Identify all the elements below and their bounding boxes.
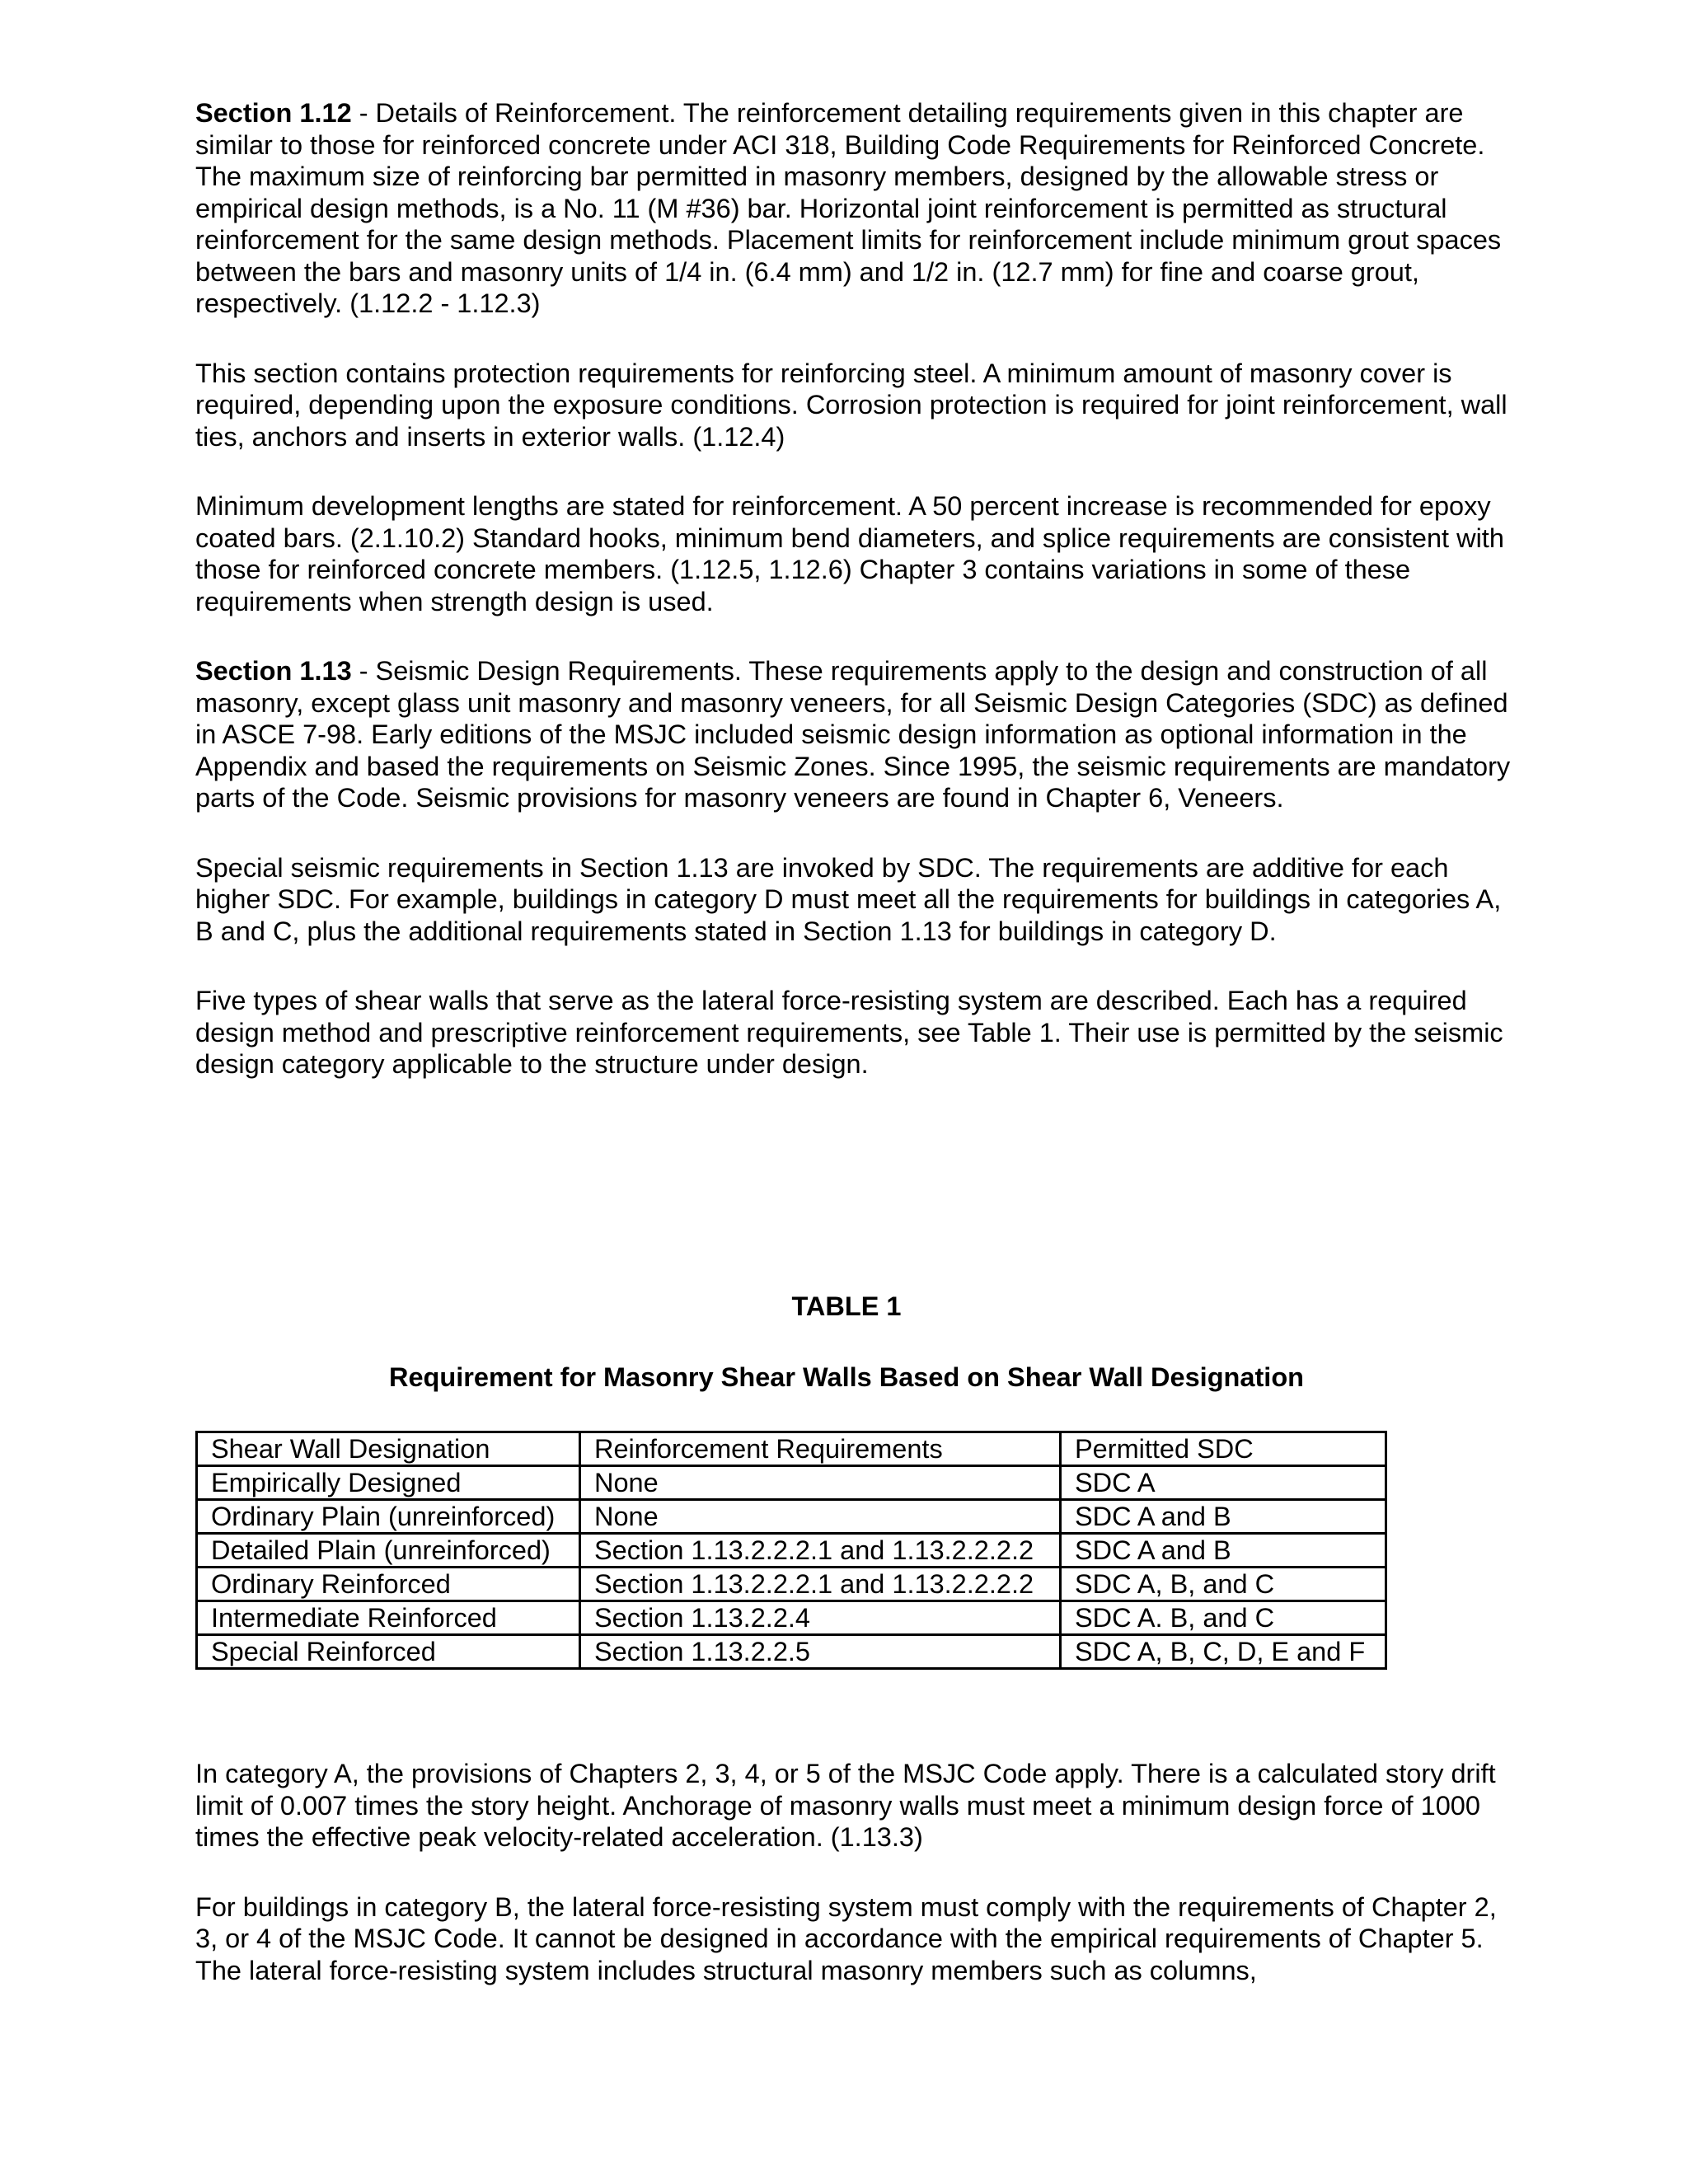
category-b-paragraph: For buildings in category B, the lateral force-resisting system must comply with the requirements of Chapter 2, 3, or 4 of the MSJC Code. It cannot be designed in accordance with the empirical requirements of Chapter 5. The lateral force-resisting system includes structural masonry members such as columns, bbox=[195, 1891, 1497, 1985]
table-cell: Ordinary Reinforced bbox=[197, 1568, 580, 1601]
table-cell: SDC A bbox=[1061, 1466, 1386, 1500]
table-cell: SDC A, B, C, D, E and F bbox=[1061, 1635, 1386, 1669]
table-cell: Special Reinforced bbox=[197, 1635, 580, 1669]
section-1-13-body: - Seismic Design Requirements. These requirements apply to the design and construction of all masonry, except glass unit masonry and masonry veneers, for all Seismic Design Categories (SDC) as defined in ASCE 7-98. Early editions of the MSJC included seismic design information as optional information in the Appendix and based the requirements on Seismic Zones. Since 1995, the seismic requirements are mandatory parts of the Code. Seismic provisions for masonry veneers are found in Chapter 6, Veneers. bbox=[195, 656, 1511, 813]
section-1-13-heading: Section 1.13 bbox=[195, 656, 352, 686]
shear-wall-types-paragraph: Five types of shear walls that serve as the lateral force-resisting system are described. Each has a required design method and prescriptive reinforcement requirements, see Table 1. Their use is permitted by the seismic design category applicable to the structure under design. bbox=[195, 986, 1503, 1079]
section-1-12-heading: Section 1.12 bbox=[195, 98, 352, 128]
shear-wall-requirements-table bbox=[195, 1431, 1387, 1670]
table-cell: Section 1.13.2.2.2.1 and 1.13.2.2.2.2 bbox=[580, 1534, 1061, 1568]
column-header: Permitted SDC bbox=[1061, 1432, 1386, 1466]
table-cell: SDC A, B, and C bbox=[1061, 1568, 1386, 1601]
table-row bbox=[197, 1500, 1386, 1534]
section-1-12-body: - Details of Reinforcement. The reinforcement detailing requirements given in this chapter are similar to those for reinforced concrete under ACI 318, Building Code Requirements for Reinforced Concrete. The maximum size of reinforcing bar permitted in masonry members, designed by the allowable stress or empirical design methods, is a No. 11 (M #36) bar. Horizontal joint reinforcement is permitted as structural reinforcement for the same design methods. Placement limits for reinforcement include minimum grout spaces between the bars and masonry units of 1/4 in. (6.4 mm) and 1/2 in. (12.7 mm) for fine and coarse grout, respectively. (1.12.2 - 1.12.3) bbox=[195, 98, 1502, 318]
table-cell: SDC A and B bbox=[1061, 1500, 1386, 1534]
category-a-paragraph: In category A, the provisions of Chapters 2, 3, 4, or 5 of the MSJC Code apply. There is a calculated story drift limit of 0.007 times the story height. Anchorage of masonry walls must meet a minimum design force of 1000 times the effective peak velocity-related acceleration. (1.13.3) bbox=[195, 1759, 1496, 1852]
table-row bbox=[197, 1534, 1386, 1568]
table-cell: Section 1.13.2.2.5 bbox=[580, 1635, 1061, 1669]
table-cell: None bbox=[580, 1466, 1061, 1500]
section-1-13-paragraph bbox=[195, 655, 1514, 814]
table-cell: Section 1.13.2.2.4 bbox=[580, 1601, 1061, 1635]
table-row bbox=[197, 1466, 1386, 1500]
table-cell: Section 1.13.2.2.2.1 and 1.13.2.2.2.2 bbox=[580, 1568, 1061, 1601]
table-caption: Requirement for Masonry Shear Walls Based on Shear Wall Designation bbox=[388, 1362, 1305, 1392]
table-cell: Empirically Designed bbox=[197, 1466, 580, 1500]
table-cell: SDC A. B, and C bbox=[1061, 1601, 1386, 1635]
table-cell: Ordinary Plain (unreinforced) bbox=[197, 1500, 580, 1534]
column-header: Shear Wall Designation bbox=[197, 1432, 580, 1466]
column-header: Reinforcement Requirements bbox=[580, 1432, 1061, 1466]
table-cell: None bbox=[580, 1500, 1061, 1534]
protection-paragraph: This section contains protection requirements for reinforcing steel. A minimum amount of masonry cover is required, depending upon the exposure conditions. Corrosion protection is required for joint reinforcement, wall ties, anchors and inserts in exterior walls. (1.12.4) bbox=[195, 358, 1507, 452]
table-row bbox=[197, 1601, 1386, 1635]
table-row bbox=[197, 1568, 1386, 1601]
development-length-paragraph: Minimum development lengths are stated for reinforcement. A 50 percent increase is recommended for epoxy coated bars. (2.1.10.2) Standard hooks, minimum bend diameters, and splice requirements are consistent with those for reinforced concrete members. (1.12.5, 1.12.6) Chapter 3 contains variations in some of these requirements when strength design is used. bbox=[195, 491, 1504, 616]
table-row bbox=[197, 1635, 1386, 1669]
table-heading: TABLE 1 bbox=[791, 1291, 902, 1321]
special-seismic-paragraph: Special seismic requirements in Section 1.13 are invoked by SDC. The requirements are additive for each higher SDC. For example, buildings in category D must meet all the requirements for buildings in categories A, B and C, plus the additional requirements stated in Section 1.13 for buildings in category D. bbox=[195, 852, 1502, 946]
table-header-row bbox=[197, 1432, 1386, 1466]
table-cell: Detailed Plain (unreinforced) bbox=[197, 1534, 580, 1568]
table-cell: Intermediate Reinforced bbox=[197, 1601, 580, 1635]
section-1-12-paragraph bbox=[195, 97, 1514, 320]
lower-text-block bbox=[195, 1758, 1514, 2024]
document-page bbox=[195, 97, 1514, 1985]
table-cell: SDC A and B bbox=[1061, 1534, 1386, 1568]
